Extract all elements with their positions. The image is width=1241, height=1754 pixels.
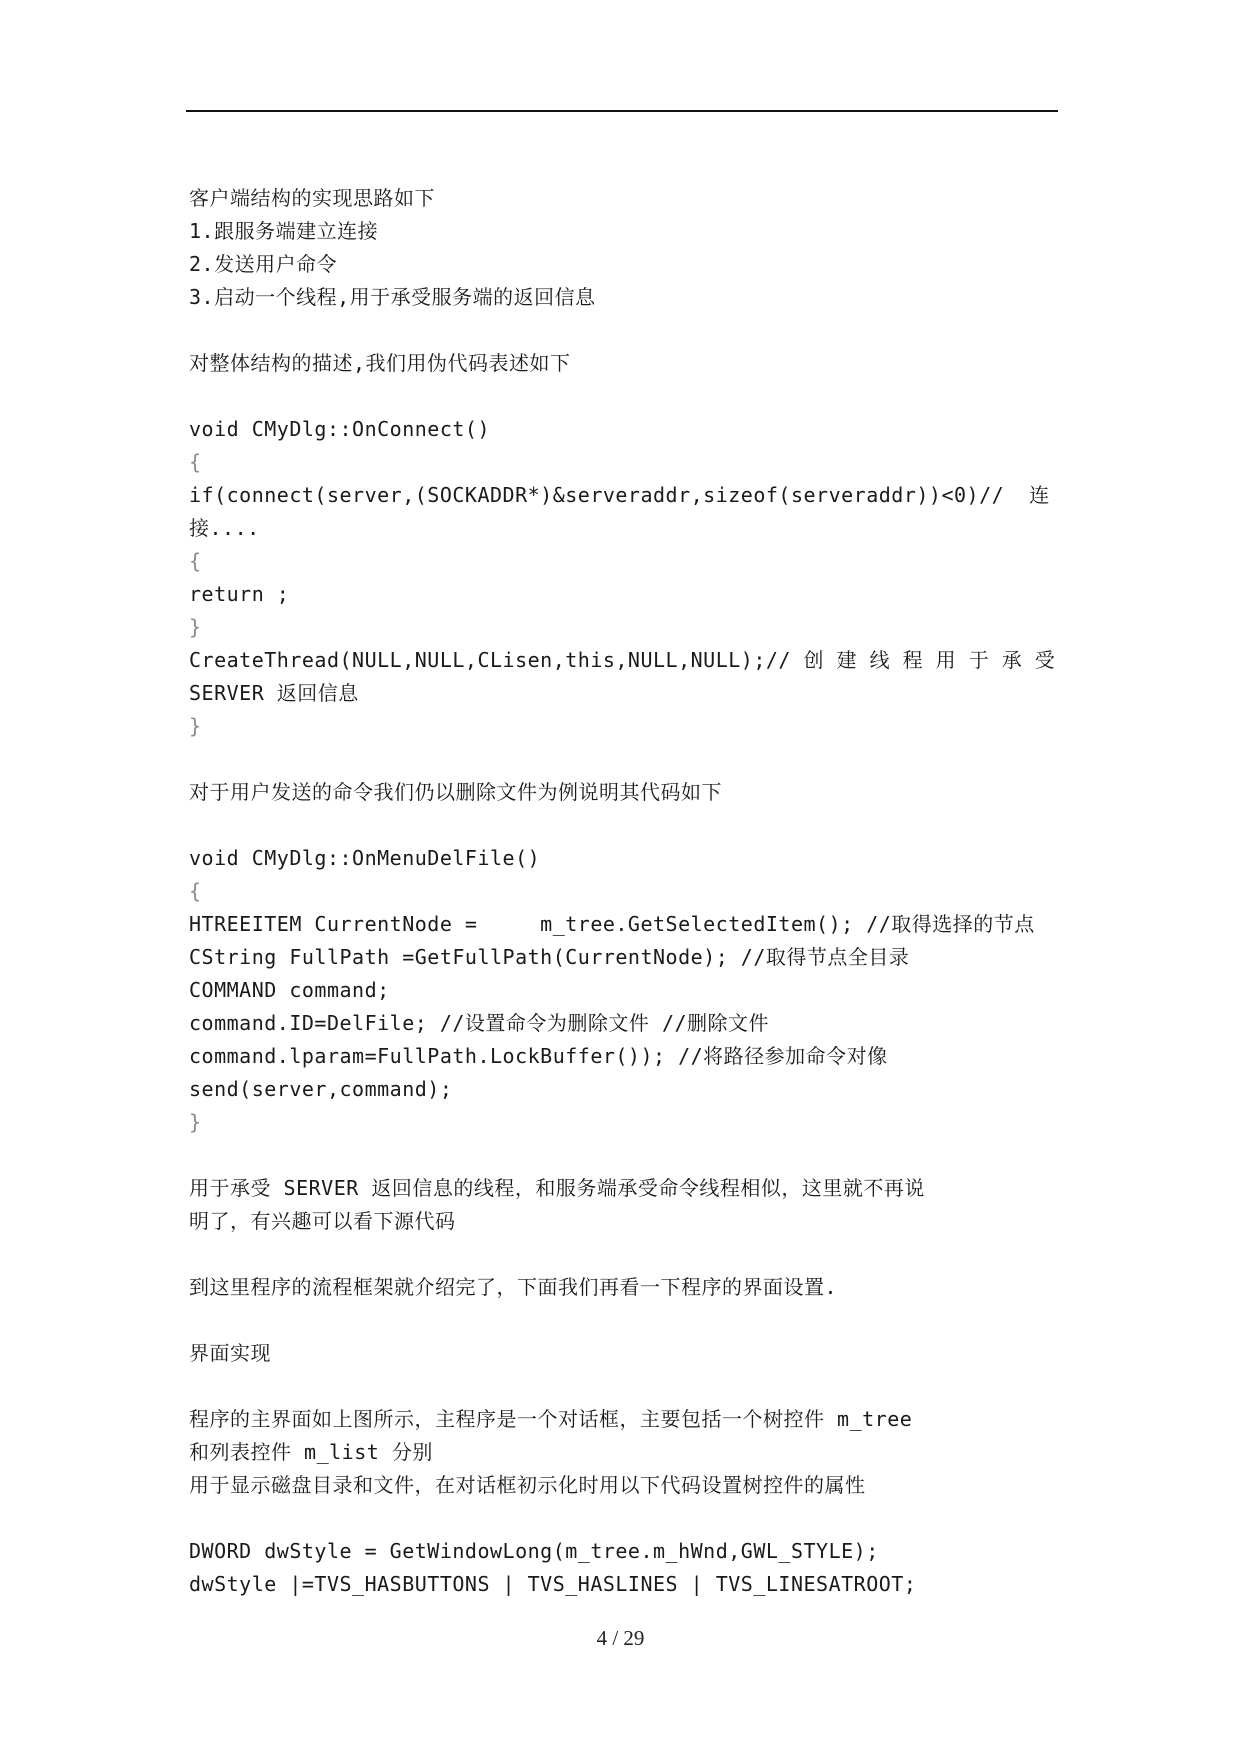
blank-line bbox=[189, 809, 1059, 842]
code-line: command.ID=DelFile; //设置命令为删除文件 //删除文件 bbox=[189, 1011, 770, 1035]
code-line: void CMyDlg::OnMenuDelFile() bbox=[189, 846, 541, 870]
section3-para1-line1: 用于承受 SERVER 返回信息的线程，和服务端承受命令线程相似，这里就不再说 bbox=[189, 1176, 925, 1200]
blank-line bbox=[189, 1139, 1059, 1172]
code-line: } bbox=[189, 1110, 202, 1134]
code-line: } bbox=[189, 714, 202, 738]
section3-para3-line2: 和列表控件 m_list 分别 bbox=[189, 1440, 433, 1464]
blank-line bbox=[189, 1370, 1059, 1403]
code-line: return ; bbox=[189, 582, 290, 606]
code-line: { bbox=[189, 450, 202, 474]
section1-intro: 客户端结构的实现思路如下 bbox=[189, 186, 435, 210]
code-line: HTREEITEM CurrentNode = m_tree.GetSelectedItem(); //取得选择的节点 bbox=[189, 912, 1035, 936]
header-rule bbox=[186, 110, 1058, 112]
code-line: DWORD dwStyle = GetWindowLong(m_tree.m_hWnd,GWL_STYLE); bbox=[189, 1539, 879, 1563]
code-line: SERVER 返回信息 bbox=[189, 681, 359, 705]
blank-line bbox=[189, 314, 1059, 347]
section2-intro: 对于用户发送的命令我们仍以删除文件为例说明其代码如下 bbox=[189, 780, 722, 804]
code-line: { bbox=[189, 879, 202, 903]
section3-para3-line3: 用于显示磁盘目录和文件，在对话框初示化时用以下代码设置树控件的属性 bbox=[189, 1473, 866, 1497]
step-3: 3.启动一个线程,用于承受服务端的返回信息 bbox=[189, 285, 596, 309]
section3-para1-line2: 明了，有兴趣可以看下源代码 bbox=[189, 1209, 456, 1233]
code-line: COMMAND command; bbox=[189, 978, 390, 1002]
blank-line bbox=[189, 743, 1059, 776]
step-2: 2.发送用户命令 bbox=[189, 252, 338, 276]
code-line: CreateThread(NULL,NULL,CLisen,this,NULL,NULL);// 创 建 线 程 用 于 承 受 bbox=[189, 648, 1056, 672]
document-body bbox=[189, 182, 1059, 1601]
section3-para2: 到这里程序的流程框架就介绍完了，下面我们再看一下程序的界面设置. bbox=[189, 1275, 838, 1299]
section-heading: 界面实现 bbox=[189, 1341, 271, 1365]
blank-line bbox=[189, 1304, 1059, 1337]
code-block-onconnect bbox=[189, 413, 1059, 743]
code-line: CString FullPath =GetFullPath(CurrentNode); //取得节点全目录 bbox=[189, 945, 910, 969]
code-line: send(server,command); bbox=[189, 1077, 453, 1101]
code-line: 接.... bbox=[189, 516, 260, 540]
code-line: dwStyle |=TVS_HASBUTTONS | TVS_HASLINES | TVS_LINESATROOT; bbox=[189, 1572, 917, 1596]
code-block-onmenudelfile bbox=[189, 842, 1059, 1139]
step-1: 1.跟服务端建立连接 bbox=[189, 219, 379, 243]
section1-summary: 对整体结构的描述,我们用伪代码表述如下 bbox=[189, 351, 571, 375]
blank-line bbox=[189, 1502, 1059, 1535]
code-line: } bbox=[189, 615, 202, 639]
blank-line bbox=[189, 380, 1059, 413]
section3-para3-line1: 程序的主界面如上图所示，主程序是一个对话框，主要包括一个树控件 m_tree bbox=[189, 1407, 913, 1431]
page-number: 4 / 29 bbox=[596, 1626, 645, 1650]
code-line: if(connect(server,(SOCKADDR*)&serveraddr,sizeof(serveraddr))<0)// 连 bbox=[189, 483, 1050, 507]
code-line: command.lparam=FullPath.LockBuffer()); //将路径参加命令对像 bbox=[189, 1044, 888, 1068]
code-block-treestyle bbox=[189, 1535, 1059, 1601]
blank-line bbox=[189, 1238, 1059, 1271]
code-line: { bbox=[189, 549, 202, 573]
code-line: void CMyDlg::OnConnect() bbox=[189, 417, 490, 441]
